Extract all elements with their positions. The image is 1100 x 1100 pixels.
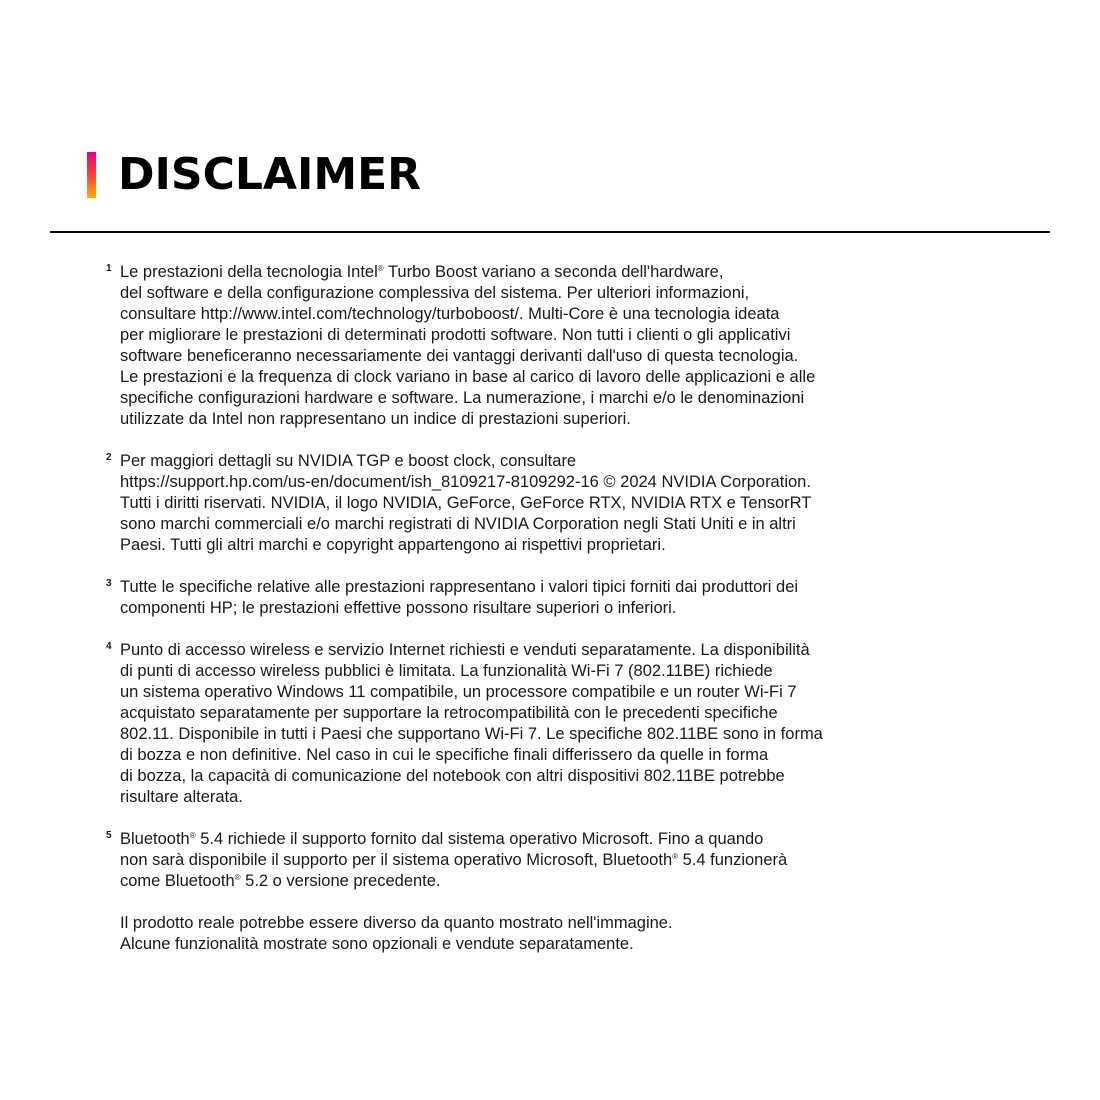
footnote-line: acquistato separatamente per supportare la retrocompatibilità con le precedenti specifiche (120, 704, 778, 722)
footnote-line: Paesi. Tutti gli altri marchi e copyright appartengono ai rispettivi proprietari. (120, 536, 666, 554)
footnote-line: Per maggiori dettagli su NVIDIA TGP e boost clock, consultare (120, 452, 577, 470)
footnote-number: 5 (106, 830, 112, 841)
footnote-line: Le prestazioni e la frequenza di clock variano in base al carico di lavoro delle applicazioni e alle (120, 368, 816, 386)
footnote-general (106, 913, 986, 955)
footnote-number: 2 (106, 452, 112, 463)
footnote-line: sono marchi commerciali e/o marchi registrati di NVIDIA Corporation negli Stati Uniti e in altri (120, 515, 796, 533)
footnote-line: 802.11. Disponibile in tutti i Paesi che supportano Wi-Fi 7. Le specifiche 802.11BE sono in forma (120, 725, 823, 743)
footnote-line: un sistema operativo Windows 11 compatibile, un processore compatibile e un router Wi-Fi 7 (120, 683, 797, 701)
footnote-line: di bozza e non definitive. Nel caso in cui le specifiche finali differissero da quelle in forma (120, 746, 769, 764)
footnote-line: Punto di accesso wireless e servizio Internet richiesti e venduti separatamente. La disponibilità (120, 641, 810, 659)
footnote-number: 1 (106, 263, 112, 274)
title-divider (50, 231, 1050, 233)
footnote-line: Tutte le specifiche relative alle prestazioni rappresentano i valori tipici forniti dai produttori dei (120, 578, 799, 596)
footnote-line: Le prestazioni della tecnologia Intel® Turbo Boost variano a seconda dell'hardware, (120, 263, 724, 281)
page-title: DISCLAIMER (118, 149, 422, 200)
footnote-line: Tutti i diritti riservati. NVIDIA, il logo NVIDIA, GeForce, GeForce RTX, NVIDIA RTX e TensorRT (120, 494, 812, 512)
footnote-line: del software e della configurazione complessiva del sistema. Per ulteriori informazioni, (120, 284, 750, 302)
footnote-line: software beneficeranno necessariamente dei vantaggi derivanti dall'uso di questa tecnologia. (120, 347, 799, 365)
footnote-4 (106, 640, 986, 808)
disclaimer-header (87, 150, 421, 200)
footnote-2 (106, 451, 986, 556)
footnote-line: di bozza, la capacità di comunicazione del notebook con altri dispositivi 802.11BE potrebbe (120, 767, 785, 785)
footnote-line: componenti HP; le prestazioni effettive possono risultare superiori o inferiori. (120, 599, 677, 617)
footnote-1 (106, 262, 986, 430)
footnote-line: risultare alterata. (120, 788, 243, 806)
footnote-line: Alcune funzionalità mostrate sono opzionali e vendute separatamente. (120, 935, 634, 953)
footnote-3 (106, 577, 986, 619)
footnote-line: utilizzate da Intel non rappresentano un indice di prestazioni superiori. (120, 410, 631, 428)
footnote-5 (106, 829, 986, 892)
footnote-number: 3 (106, 578, 112, 589)
footnote-number: 4 (106, 641, 112, 652)
footnote-line: Bluetooth® 5.4 richiede il supporto fornito dal sistema operativo Microsoft. Fino a quando (120, 830, 764, 848)
footnote-line: Il prodotto reale potrebbe essere diverso da quanto mostrato nell'immagine. (120, 914, 673, 932)
footnote-line: https://support.hp.com/us-en/document/ish_8109217-8109292-16 © 2024 NVIDIA Corporation. (120, 473, 811, 491)
footnote-line: non sarà disponibile il supporto per il sistema operativo Microsoft, Bluetooth® 5.4 funzionerà (120, 851, 788, 869)
footnote-line: consultare http://www.intel.com/technology/turboboost/. Multi-Core è una tecnologia ideata (120, 305, 780, 323)
footnote-line: specifiche configurazioni hardware e software. La numerazione, i marchi e/o le denominazioni (120, 389, 805, 407)
accent-bar (87, 152, 96, 198)
footnotes-list (106, 262, 986, 976)
footnote-line: di punti di accesso wireless pubblici è limitata. La funzionalità Wi-Fi 7 (802.11BE) richiede (120, 662, 773, 680)
footnote-line: per migliorare le prestazioni di determinati prodotti software. Non tutti i clienti o gli applicativi (120, 326, 791, 344)
footnote-line: come Bluetooth® 5.2 o versione precedente. (120, 872, 441, 890)
